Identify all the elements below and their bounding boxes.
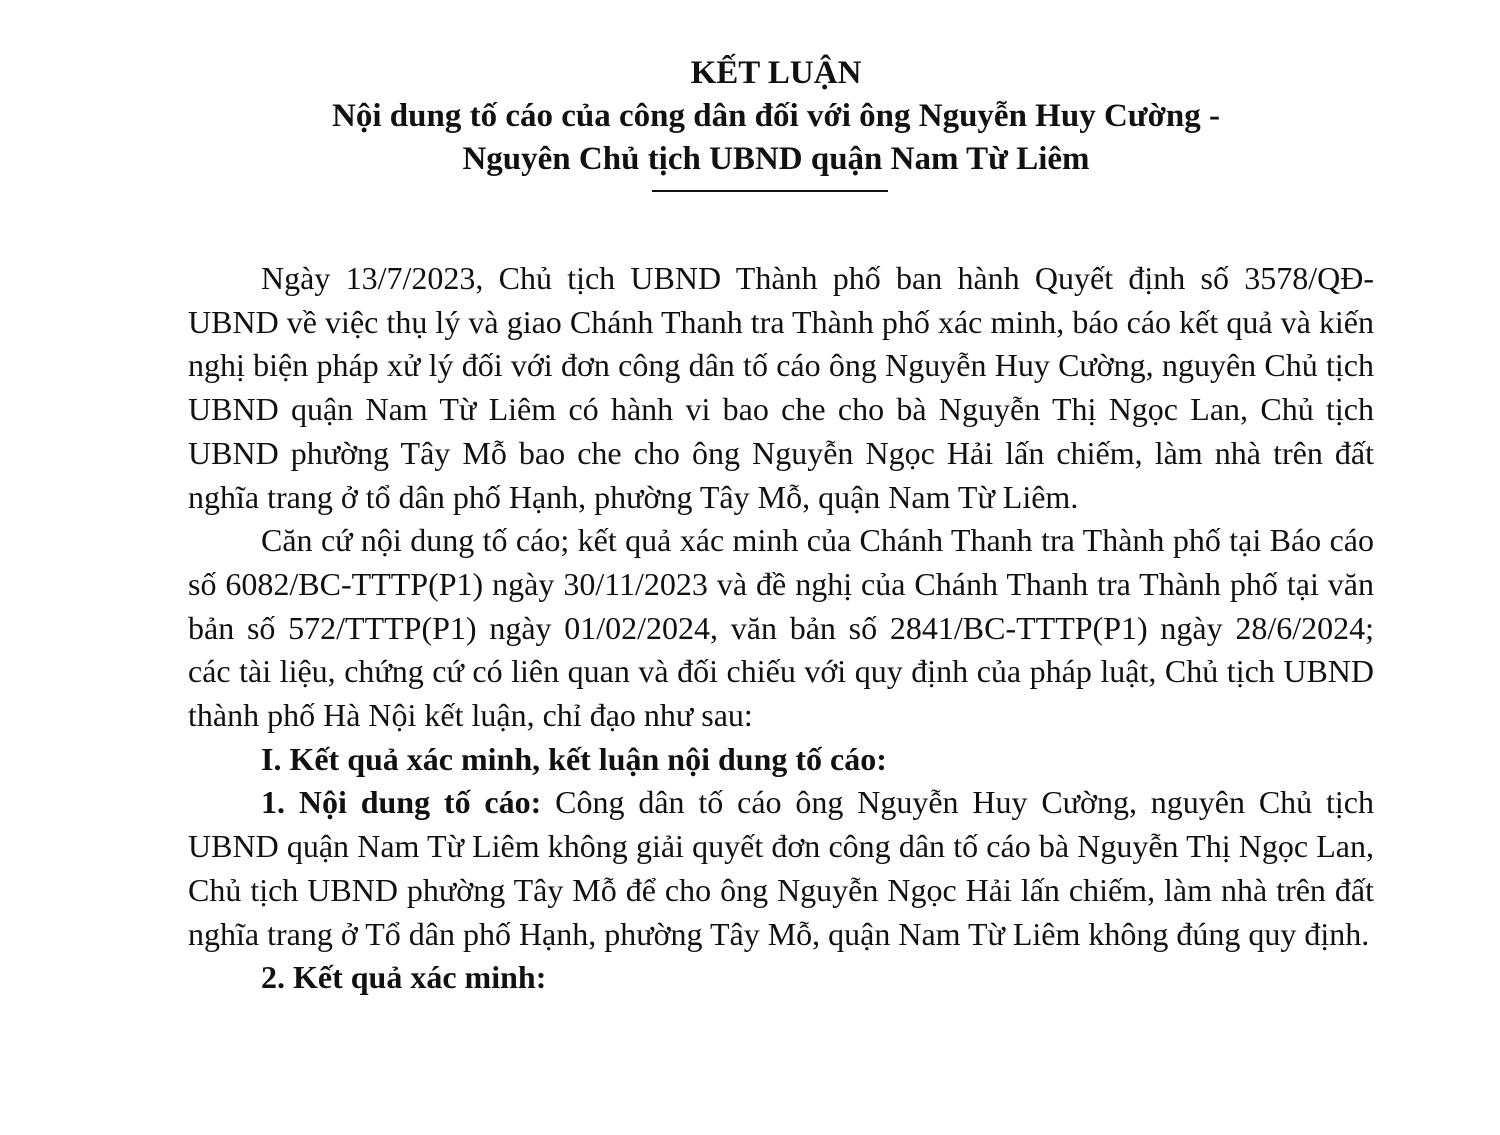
- document-title: KẾT LUẬN: [690, 55, 862, 91]
- paragraph-basis: Căn cứ nội dung tố cáo; kết quả xác minh của Chánh Thanh tra Thành phố tại Báo cáo số 6082/BC-TTTP(P1) ngày 30/11/2023 và đề nghị của Chánh Thanh tra Thành phố tại văn bản số 572/TTTP(P1) ngày 01/02/2024, văn bản số 2841/BC-TTTP(P1) ngày 28/6/2024; các tài liệu, chứng cứ có liên quan và đối chiếu với quy định của pháp luật, Chủ tịch UBND thành phố Hà Nội kết luận, chỉ đạo như sau:: [188, 522, 1374, 734]
- header-divider: [652, 190, 888, 192]
- paragraph-item-1: [188, 781, 1374, 956]
- paragraph-intro: Ngày 13/7/2023, Chủ tịch UBND Thành phố ban hành Quyết định số 3578/QĐ-UBND về việc thụ lý và giao Chánh Thanh tra Thành phố xác minh, báo cáo kết quả và kiến nghị biện pháp xử lý đối với đơn công dân tố cáo ông Nguyễn Huy Cường, nguyên Chủ tịch UBND quận Nam Từ Liêm có hành vi bao che cho bà Nguyễn Thị Ngọc Lan, Chủ tịch UBND phường Tây Mỗ bao che cho ông Nguyễn Ngọc Hải lấn chiếm, làm nhà trên đất nghĩa trang ở tổ dân phố Hạnh, phường Tây Mỗ, quận Nam Từ Liêm.: [188, 260, 1374, 515]
- item-1-text: Công dân tố cáo ông Nguyễn Huy Cường, nguyên Chủ tịch UBND quận Nam Từ Liêm không giải quyết đơn công dân tố cáo bà Nguyễn Thị Ngọc Lan, Chủ tịch UBND phường Tây Mỗ để cho ông Nguyễn Ngọc Hải lấn chiếm, làm nhà trên đất nghĩa trang ở Tổ dân phố Hạnh, phường Tây Mỗ, quận Nam Từ Liêm không đúng quy định.: [188, 784, 1375, 952]
- item-1-label: 1. Nội dung tố cáo:: [261, 784, 542, 821]
- document-subtitle-line-2: Nguyên Chủ tịch UBND quận Nam Từ Liêm: [462, 141, 1090, 177]
- document-body: [188, 257, 1374, 1000]
- document-header: [0, 52, 1500, 181]
- document-subtitle-line-1: Nội dung tố cáo của công dân đối với ông Nguyễn Huy Cường -: [332, 98, 1220, 134]
- item-2-label: 2. Kết quả xác minh:: [261, 959, 547, 996]
- section-heading-1: I. Kết quả xác minh, kết luận nội dung tố cáo:: [261, 740, 887, 777]
